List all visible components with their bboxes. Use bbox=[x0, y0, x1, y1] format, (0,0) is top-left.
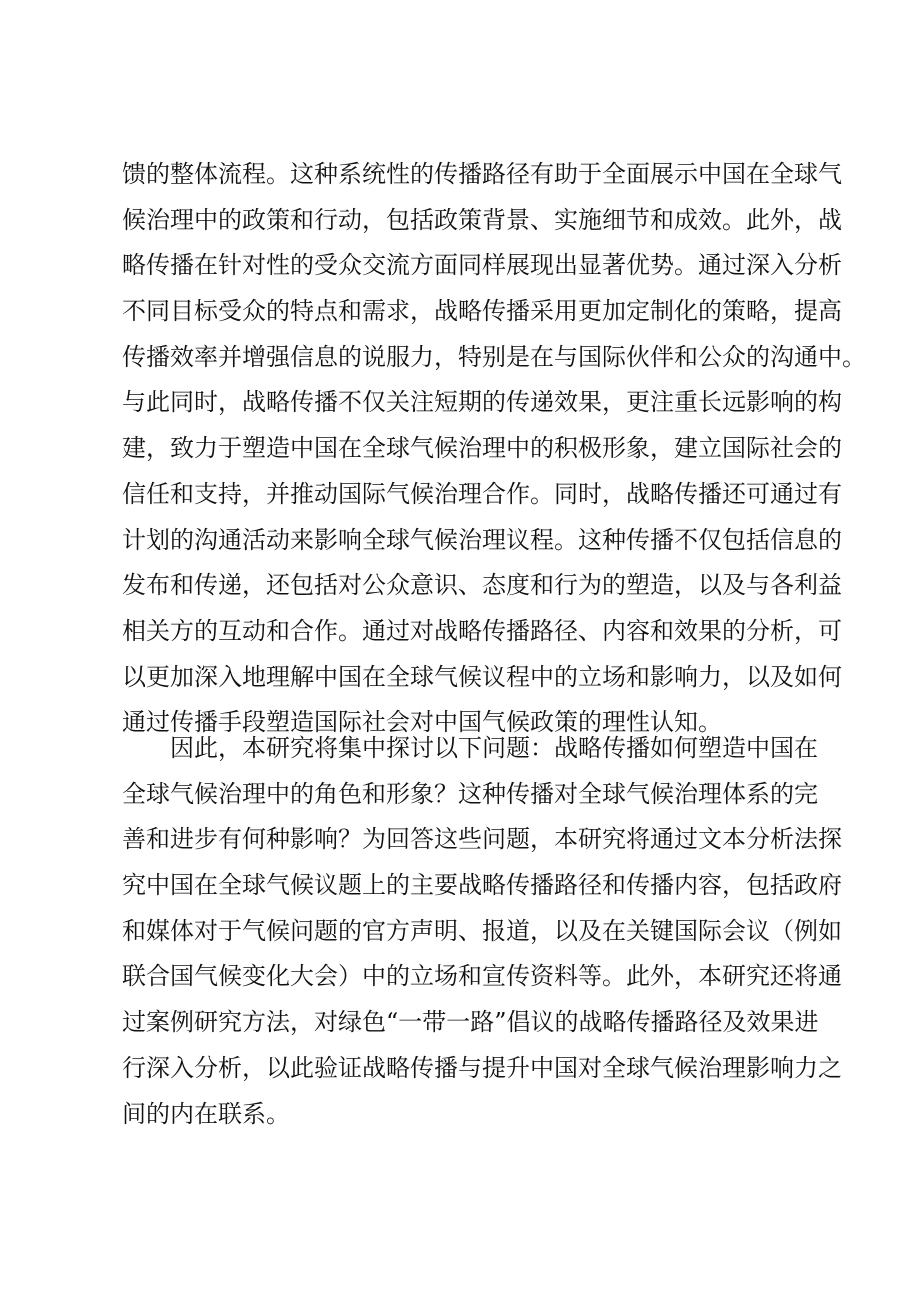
paragraph-first-line: 因此，本研究将集中探讨以下问题：战略传播如何塑造中国在 bbox=[170, 734, 818, 762]
paragraph-line: 以更加深入地理解中国在全球气候议程中的立场和影响力，以及如何 bbox=[122, 662, 842, 691]
paragraph-line: 通过传播手段塑造国际社会对中国气候政策的理性认知。 bbox=[122, 708, 722, 737]
paragraph-line: 建，致力于塑造中国在全球气候治理中的积极形象，建立国际社会的 bbox=[122, 434, 842, 463]
paragraph-line: 间的内在联系。 bbox=[122, 1099, 290, 1128]
paragraph-line: 计划的沟通活动来影响全球气候治理议程。这种传播不仅包括信息的 bbox=[122, 525, 842, 554]
paragraph-line: 传播效率并增强信息的说服力，特别是在与国际伙伴和公众的沟通中。 bbox=[122, 342, 866, 371]
paragraph-line: 信任和支持，并推动国际气候治理合作。同时，战略传播还可通过有 bbox=[122, 479, 842, 508]
paragraph-line: 与此同时，战略传播不仅关注短期的传递效果，更注重长远影响的构 bbox=[122, 388, 842, 417]
paragraph-line: 全球气候治理中的角色和形象？这种传播对全球气候治理体系的完 bbox=[122, 779, 818, 808]
paragraph-line: 发布和传递，还包括对公众意识、态度和行为的塑造，以及与各利益 bbox=[122, 571, 842, 600]
paragraph-line: 候治理中的政策和行动，包括政策背景、实施细节和成效。此外，战 bbox=[122, 205, 842, 234]
paragraph-2 bbox=[122, 726, 842, 1137]
paragraph-line: 不同目标受众的特点和需求，战略传播采用更加定制化的策略，提高 bbox=[122, 297, 842, 326]
paragraph-line: 过案例研究方法，对绿色“一带一路”倡议的战略传播路径及效果进 bbox=[122, 1008, 819, 1037]
paragraph-line: 和媒体对于气候问题的官方声明、报道，以及在关键国际会议（例如 bbox=[122, 916, 842, 945]
paragraph-line: 相关方的互动和合作。通过对战略传播路径、内容和效果的分析，可 bbox=[122, 616, 842, 645]
paragraph-line: 略传播在针对性的受众交流方面同样展现出显著优势。通过深入分析 bbox=[122, 251, 842, 280]
paragraph-1 bbox=[122, 152, 866, 746]
paragraph-line: 善和进步有何种影响？为回答这些问题，本研究将通过文本分析法探 bbox=[122, 825, 842, 854]
paragraph-line: 馈的整体流程。这种系统性的传播路径有助于全面展示中国在全球气 bbox=[122, 160, 842, 188]
paragraph-line: 联合国气候变化大会）中的立场和宣传资料等。此外，本研究还将通 bbox=[122, 962, 842, 991]
paragraph-line: 究中国在全球气候议题上的主要战略传播路径和传播内容，包括政府 bbox=[122, 871, 842, 900]
paragraph-line: 行深入分析，以此验证战略传播与提升中国对全球气候治理影响力之 bbox=[122, 1053, 842, 1082]
